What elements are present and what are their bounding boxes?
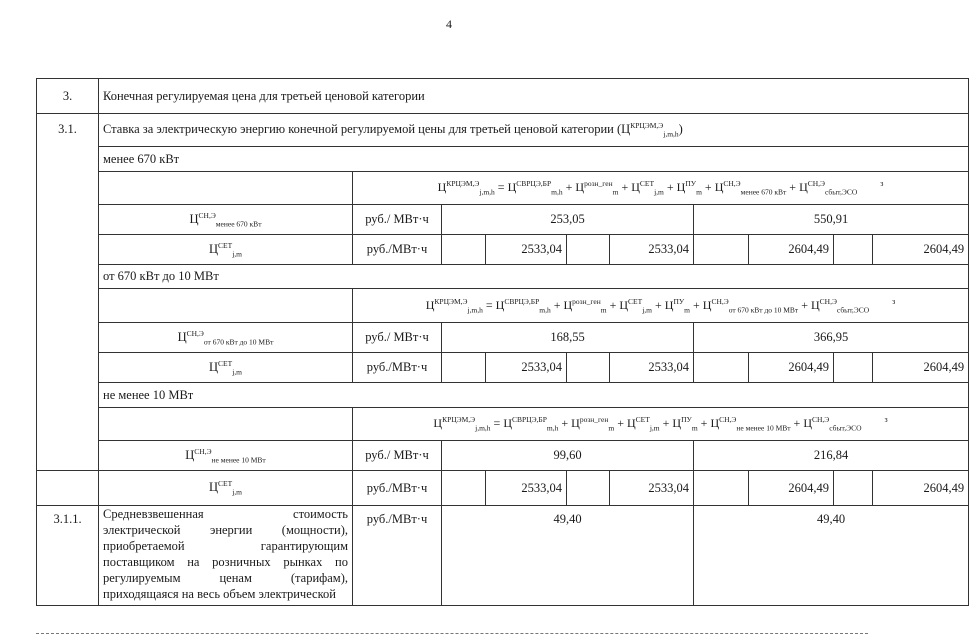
value-cell: 366,95 bbox=[694, 323, 969, 353]
value-cell: 2604,49 bbox=[873, 471, 969, 506]
formula-cell: $Ц^{КРЦЭМ,Э}_{j,m,h} = Ц^{СВРЦЭ,БР}_{m,h} + Ц^{розн\_ген}_m + Ц^{СЕТ}_{j,m} + Ц^{ПУ}_m + Ц^{СН,Э}_{от 670 кВт до 10 МВт} + Ц^{СН,Э}_{сбыт,ЭСО}$ $^з$ bbox=[353, 289, 969, 323]
formula-row bbox=[37, 172, 969, 205]
formula-cell: $Ц^{КРЦЭМ,Э}_{j,m,h} = Ц^{СВРЦЭ,БР}_{m,h} + Ц^{розн\_ген}_m + Ц^{СЕТ}_{j,m} + Ц^{ПУ}_m + Ц^{СН,Э}_{не менее 10 МВт} + Ц^{СН,Э}_{сбыт,ЭСО}$ $^з$ bbox=[353, 408, 969, 441]
sn-component-label: $Ц^{СН,Э}_{от 670 кВт до 10 МВт}$ bbox=[99, 323, 353, 353]
empty-cell bbox=[567, 235, 610, 265]
value-cell: 49,40 bbox=[442, 506, 694, 606]
value-cell: 2604,49 bbox=[749, 471, 834, 506]
sn-component-label: $Ц^{СН,Э}_{не менее 10 МВт}$ bbox=[99, 441, 353, 471]
formula-cell: $Ц^{КРЦЭМ,Э}_{j,m,h} = Ц^{СВРЦЭ,БР}_{m,h} + Ц^{розн\_ген}_m + Ц^{СЕТ}_{j,m} + Ц^{ПУ}_m + Ц^{СН,Э}_{менее 670 кВт} + Ц^{СН,Э}_{сбыт,ЭСО}$ $^з$ bbox=[353, 172, 969, 205]
set-component-row bbox=[37, 471, 969, 506]
unit-cell: руб./МВт·ч bbox=[353, 353, 442, 383]
empty-cell bbox=[694, 235, 749, 265]
formula-row bbox=[37, 408, 969, 441]
section-3-1-row bbox=[37, 114, 969, 147]
empty-cell bbox=[834, 235, 873, 265]
section-3-1-1-row bbox=[37, 506, 969, 606]
unit-cell: руб./ МВт·ч bbox=[353, 441, 442, 471]
section-3-1-number: 3.1. bbox=[37, 114, 99, 471]
group-label-row bbox=[37, 147, 969, 172]
page-bottom-edge bbox=[36, 633, 868, 634]
value-cell: 2604,49 bbox=[749, 353, 834, 383]
section-3-title: Конечная регулируемая цена для третьей ценовой категории bbox=[99, 79, 969, 114]
unit-cell: руб./МВт·ч bbox=[353, 471, 442, 506]
section-3-1-1-text: Средневзвешенная стоимость электрической энергии (мощности), приобретаемой гарантирующим поставщиком на розничных рынках по регулируемым ценам (тарифам), приходящаяся на весь объем электрической bbox=[99, 506, 353, 606]
empty-cell bbox=[442, 471, 486, 506]
group-label: менее 670 кВт bbox=[99, 147, 969, 172]
empty-cell bbox=[834, 471, 873, 506]
page-number: 4 bbox=[446, 17, 452, 31]
value-cell: 2533,04 bbox=[610, 471, 694, 506]
group-label: не менее 10 МВт bbox=[99, 383, 969, 408]
empty-cell bbox=[442, 353, 486, 383]
empty-cell bbox=[567, 353, 610, 383]
set-component-row bbox=[37, 235, 969, 265]
section-3-1-title-text: Ставка за электрическую энергию конечной регулируемой цены для третьей ценовой категории ( bbox=[103, 122, 622, 137]
set-component-label: $Ц^{СЕТ}_{j,m}$ bbox=[99, 353, 353, 383]
value-cell: 49,40 bbox=[694, 506, 969, 606]
empty-cell bbox=[834, 353, 873, 383]
value-cell: 99,60 bbox=[442, 441, 694, 471]
empty-cell bbox=[442, 235, 486, 265]
empty-cell bbox=[567, 471, 610, 506]
section-3-1-title bbox=[99, 114, 969, 147]
section-3-number: 3. bbox=[37, 79, 99, 114]
value-cell: 2533,04 bbox=[610, 235, 694, 265]
value-cell: 2604,49 bbox=[873, 353, 969, 383]
empty-cell bbox=[694, 353, 749, 383]
section-3-1-title-symbol: $Ц^{КРЦЭМ,Э}_{j,m,h}$ bbox=[621, 121, 679, 139]
section-3-1-1-number: 3.1.1. bbox=[37, 506, 99, 606]
set-component-label: $Ц^{СЕТ}_{j,m}$ bbox=[99, 471, 353, 506]
value-cell: 253,05 bbox=[442, 205, 694, 235]
section-3-1-title-close: ) bbox=[678, 122, 683, 137]
value-cell: 2533,04 bbox=[486, 471, 567, 506]
tariff-table bbox=[36, 78, 969, 606]
unit-cell: руб./МВт·ч bbox=[353, 506, 442, 606]
section-3-row bbox=[37, 79, 969, 114]
formula-row bbox=[37, 289, 969, 323]
formula-spacer bbox=[99, 289, 353, 323]
value-cell: 2604,49 bbox=[749, 235, 834, 265]
empty-cell bbox=[694, 471, 749, 506]
sn-component-row bbox=[37, 323, 969, 353]
formula-spacer bbox=[99, 408, 353, 441]
unit-cell: руб./ МВт·ч bbox=[353, 205, 442, 235]
set-component-label: $Ц^{СЕТ}_{j,m}$ bbox=[99, 235, 353, 265]
formula-spacer bbox=[99, 172, 353, 205]
unit-cell: руб./ МВт·ч bbox=[353, 323, 442, 353]
sn-component-row bbox=[37, 441, 969, 471]
sn-component-label: $Ц^{СН,Э}_{менее 670 кВт}$ bbox=[99, 205, 353, 235]
value-cell: 168,55 bbox=[442, 323, 694, 353]
unit-cell: руб./МВт·ч bbox=[353, 235, 442, 265]
group-label: от 670 кВт до 10 МВт bbox=[99, 265, 969, 289]
value-cell: 216,84 bbox=[694, 441, 969, 471]
value-cell: 2533,04 bbox=[486, 235, 567, 265]
value-cell: 2533,04 bbox=[486, 353, 567, 383]
set-component-row bbox=[37, 353, 969, 383]
empty-cell bbox=[37, 471, 99, 506]
value-cell: 2604,49 bbox=[873, 235, 969, 265]
value-cell: 2533,04 bbox=[610, 353, 694, 383]
group-label-row bbox=[37, 265, 969, 289]
sn-component-row bbox=[37, 205, 969, 235]
group-label-row bbox=[37, 383, 969, 408]
value-cell: 550,91 bbox=[694, 205, 969, 235]
